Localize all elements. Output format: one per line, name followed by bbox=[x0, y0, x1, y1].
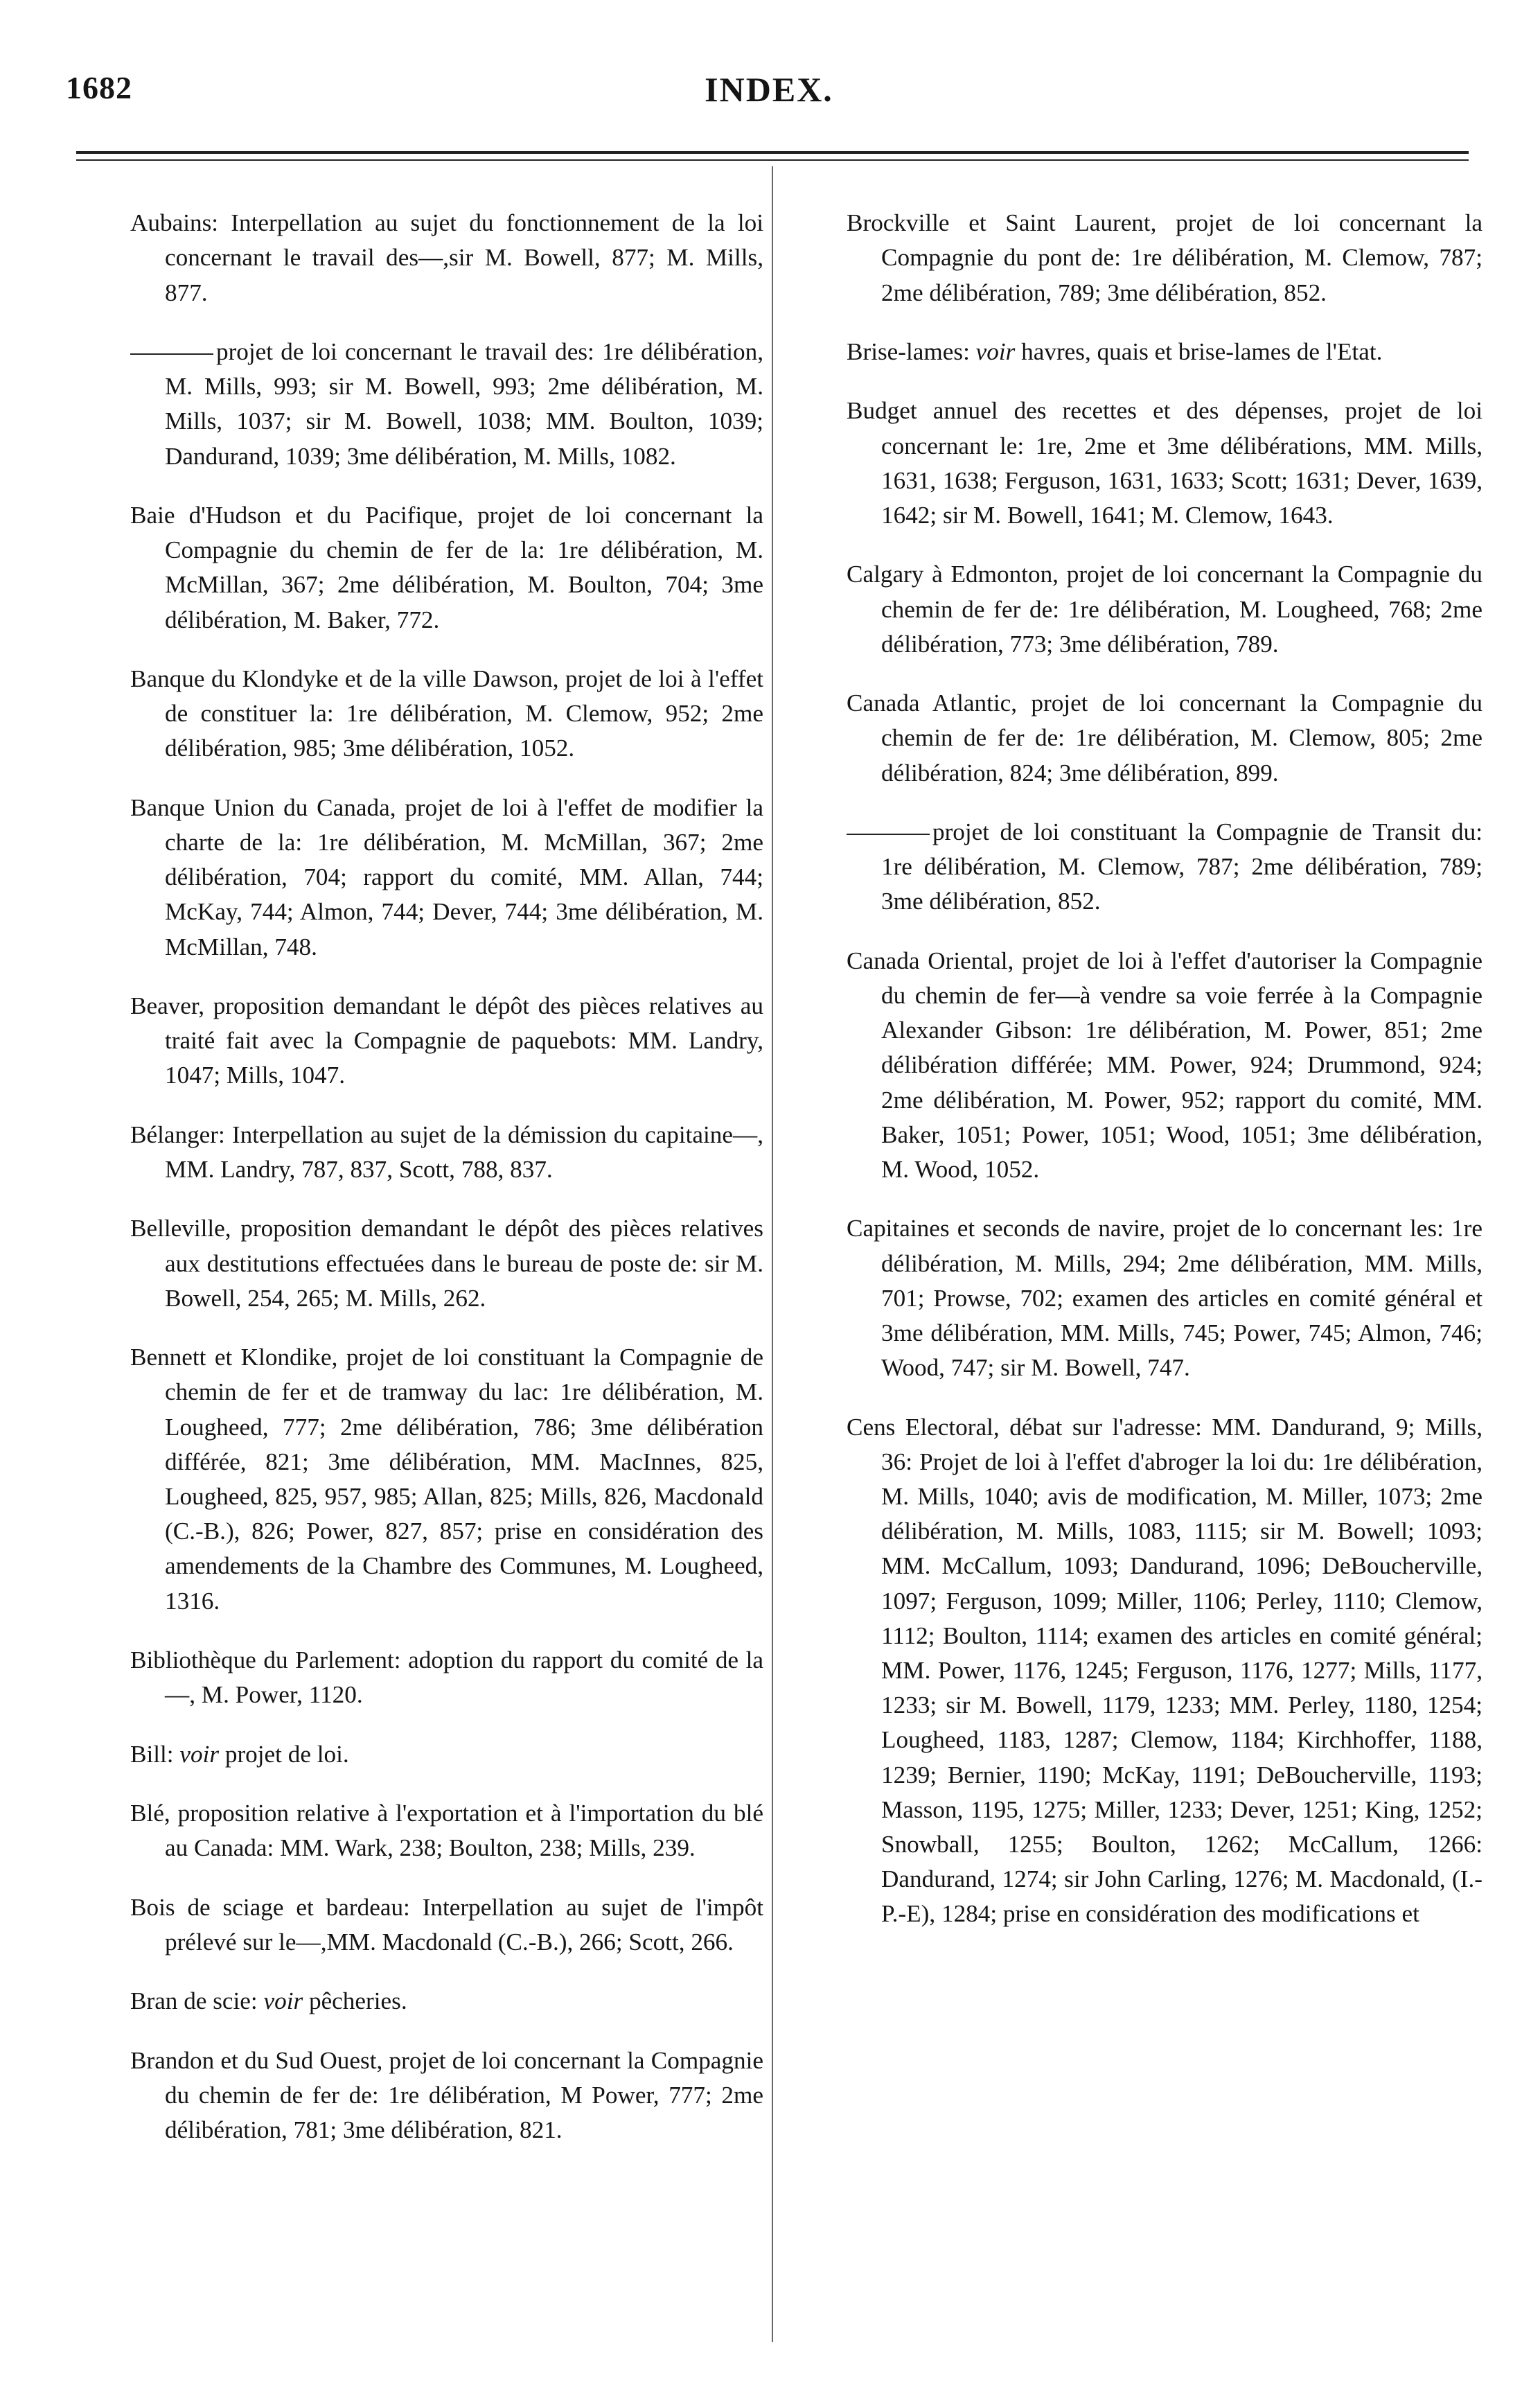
header-rule-thick bbox=[76, 151, 1469, 154]
index-entry: Blé, proposition relative à l'exportation et à l'importation du blé au Canada: MM. Wark, 238; Boulton, 238; Mills, 239. bbox=[130, 1799, 763, 1862]
index-entry: Brockville et Saint Laurent, projet de loi concernant la Compagnie du pont de: 1re délibération, M. Clemow, 787; 2me délibération, 789; 3me délibération, 852. bbox=[847, 209, 1483, 306]
index-entry: Brise-lames: voir havres, quais et brise-lames de l'Etat. bbox=[847, 337, 1383, 365]
index-entry: Capitaines et seconds de navire, projet de lo concernant les: 1re délibération, M. Mills, 294; 2me délibération, MM. Mills, 701; Prowse, 702; examen des articles en comité général et 3me délibération, MM. Mills, 745; Power, 745; Almon, 746; Wood, 747; sir M. Bowell, 747. bbox=[847, 1215, 1483, 1382]
column-divider bbox=[772, 166, 773, 2342]
index-column-left bbox=[130, 182, 763, 2150]
repeat-dash bbox=[130, 353, 213, 355]
index-entry: Budget annuel des recettes et des dépenses, projet de loi concernant le: 1re, 2me et 3me délibérations, MM. Mills, 1631, 1638; Ferguson, 1631, 1633; Scott; 1631; Dever, 1639, 1642; sir M. Bowell, 1641; M. Clemow, 1643. bbox=[847, 397, 1483, 529]
index-entry: Brandon et du Sud Ouest, projet de loi concernant la Compagnie du chemin de fer de: 1re délibération, M Power, 777; 2me délibération, 781; 3me délibération, 821. bbox=[130, 2046, 763, 2143]
index-subentry: projet de loi concernant le travail des: 1re délibération, M. Mills, 993; sir M. Bowell, 993; 2me délibération, M. Mills, 1037; sir M. Bowell, 1038; MM. Boulton, 1039; Dandurand, 1039; 3me délibération, M. Mills, 1082. bbox=[130, 335, 763, 474]
index-entry: Baie d'Hudson et du Pacifique, projet de loi concernant la Compagnie du chemin de fer de la: 1re délibération, M. McMillan, 367; 2me délibération, M. Boulton, 704; 3me délibération, M. Baker, 772. bbox=[130, 501, 763, 633]
index-entry: Bennett et Klondike, projet de loi constituant la Compagnie de chemin de fer et de tramway du lac: 1re délibération, M. Lougheed, 777; 2me délibération, 786; 3me délibération différée, 821; 3me délibération, MM. MacInnes, 825, Lougheed, 825, 957, 985; Allan, 825; Mills, 826, Macdonald (C.-B.), 826; Power, 827, 857; prise en considération des amendements de la Chambre des Communes, M. Lougheed, 1316. bbox=[130, 1344, 763, 1615]
index-column-right bbox=[847, 182, 1483, 1935]
repeat-dash bbox=[847, 834, 930, 835]
index-entry: Bill: voir projet de loi. bbox=[130, 1740, 349, 1768]
index-entry: Bran de scie: voir pêcheries. bbox=[130, 1987, 407, 2015]
index-entry: Beaver, proposition demandant le dépôt des pièces relatives au traité fait avec la Compagnie de paquebots: MM. Landry, 1047; Mills, 1047. bbox=[130, 992, 763, 1089]
index-entry: Belleville, proposition demandant le dépôt des pièces relatives aux destitutions effectuées dans le bureau de poste de: sir M. Bowell, 254, 265; M. Mills, 262. bbox=[130, 1215, 763, 1312]
page-title: INDEX. bbox=[705, 70, 833, 109]
index-entry: Bois de sciage et bardeau: Interpellation au sujet de l'impôt prélevé sur le—,MM. Macdonald (C.-B.), 266; Scott, 266. bbox=[130, 1893, 763, 1956]
index-entry: Bélanger: Interpellation au sujet de la démission du capitaine—, MM. Landry, 787, 837, Scott, 788, 837. bbox=[130, 1121, 763, 1183]
index-entry: Bibliothèque du Parlement: adoption du rapport du comité de la—, M. Power, 1120. bbox=[130, 1646, 763, 1709]
header-rule-thin bbox=[76, 159, 1469, 161]
index-entry: Aubains: Interpellation au sujet du fonctionnement de la loi concernant le travail des—,sir M. Bowell, 877; M. Mills, 877. bbox=[130, 209, 763, 306]
page-header bbox=[66, 69, 1472, 125]
index-entry: Banque du Klondyke et de la ville Dawson, projet de loi à l'effet de constituer la: 1re délibération, M. Clemow, 952; 2me délibération, 985; 3me délibération, 1052. bbox=[130, 665, 763, 762]
index-entry: Cens Electoral, débat sur l'adresse: MM. Dandurand, 9; Mills, 36: Projet de loi à l'effet d'abroger la loi du: 1re délibération, M. Mills, 1040; avis de modification, M. Miller, 1073; 2me délibération, M. Mills, 1083, 1115; sir M. Bowell; 1093; MM. McCallum, 1093; Dandurand, 1096; DeBoucherville, 1097; Ferguson, 1099; Miller, 1106; Perley, 1110; Clemow, 1112; Boulton, 1114; examen des articles en comité général; MM. Power, 1176, 1245; Ferguson, 1176, 1277; Mills, 1177, 1233; sir M. Bowell, 1179, 1233; MM. Perley, 1180, 1254; Lougheed, 1183, 1287; Clemow, 1184; Kirchhoffer, 1188, 1239; Bernier, 1190; McKay, 1191; DeBoucherville, 1193; Masson, 1195, 1275; Miller, 1233; Dever, 1251; King, 1252; Snowball, 1255; Boulton, 1262; McCallum, 1266: Dandurand, 1274; sir John Carling, 1276; M. Macdonald, (I.-P.-E), 1284; prise en considération des modifications et bbox=[847, 1413, 1483, 1928]
index-entry: Canada Atlantic, projet de loi concernant la Compagnie du chemin de fer de: 1re délibération, M. Clemow, 805; 2me délibération, 824; 3me délibération, 899. bbox=[847, 689, 1483, 787]
page-number: 1682 bbox=[66, 70, 132, 105]
index-entry: Calgary à Edmonton, projet de loi concernant la Compagnie du chemin de fer de: 1re délibération, M. Lougheed, 768; 2me délibération, 773; 3me délibération, 789. bbox=[847, 561, 1483, 658]
index-subentry: projet de loi constituant la Compagnie de Transit du: 1re délibération, M. Clemow, 787; 2me délibération, 789; 3me délibération, 852. bbox=[847, 815, 1483, 920]
index-entry: Banque Union du Canada, projet de loi à l'effet de modifier la charte de la: 1re délibération, M. McMillan, 367; 2me délibération, 704; rapport du comité, MM. Allan, 744; McKay, 744; Almon, 744; Dever, 744; 3me délibération, M. McMillan, 748. bbox=[130, 793, 763, 960]
index-entry: Canada Oriental, projet de loi à l'effet d'autoriser la Compagnie du chemin de fer—à vendre sa voie ferrée à la Compagnie Alexander Gibson: 1re délibération, M. Power, 851; 2me délibération différée; MM. Power, 924; Drummond, 924; 2me délibération, M. Power, 952; rapport du comité, MM. Baker, 1051; Power, 1051; Wood, 1051; 3me délibération, M. Wood, 1052. bbox=[847, 947, 1483, 1183]
